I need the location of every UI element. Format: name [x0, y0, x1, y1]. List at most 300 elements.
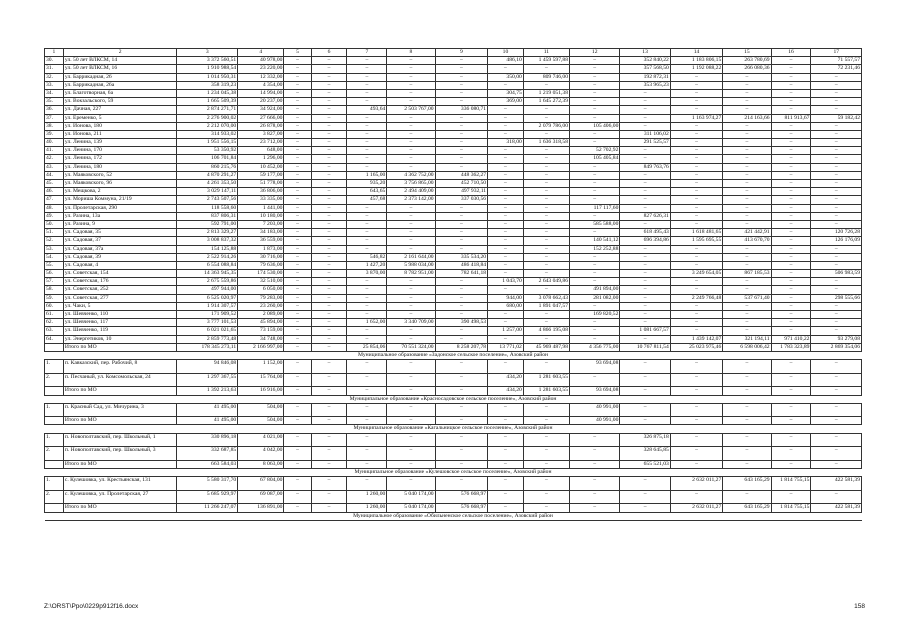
value-cell: – [771, 270, 811, 278]
table-row [45, 122, 862, 130]
address-cell: ул. Дачная, 227 [63, 106, 176, 114]
value-cell: – [620, 403, 670, 417]
value-cell: 73 159,00 [238, 327, 284, 335]
value-cell: – [347, 278, 387, 286]
value-cell: – [347, 147, 387, 155]
value-cell: – [387, 155, 435, 163]
value-cell: – [620, 278, 670, 286]
table-row [45, 335, 862, 343]
value-cell: – [570, 229, 620, 237]
value-cell: – [311, 220, 347, 228]
value-cell: 11 266 247,07 [177, 504, 238, 512]
row-number-cell: 42. [45, 155, 64, 163]
value-cell: – [811, 327, 862, 335]
value-cell: – [488, 237, 524, 245]
value-cell: 328 645,85 [620, 447, 670, 461]
value-cell: – [723, 261, 771, 269]
value-cell: 434,20 [488, 387, 524, 395]
table-row [45, 477, 862, 491]
value-cell: – [347, 327, 387, 335]
table-row [45, 302, 862, 310]
value-cell: 20 237,00 [238, 98, 284, 106]
address-cell: ул. Шевченко, 117 [63, 319, 176, 327]
table-row [45, 319, 862, 327]
value-cell: – [347, 73, 387, 81]
value-cell: 336 080,71 [435, 106, 488, 114]
value-cell: – [771, 106, 811, 114]
value-cell: – [570, 261, 620, 269]
address-cell: ул. Маяковского, 52 [63, 171, 176, 179]
value-cell: 26 878,00 [238, 122, 284, 130]
value-cell: – [811, 89, 862, 97]
value-cell: – [488, 270, 524, 278]
value-cell: – [435, 163, 488, 171]
value-cell: – [435, 417, 488, 425]
value-cell: – [387, 278, 435, 286]
table-row [45, 403, 862, 417]
value-cell: 25 023 975,46 [670, 343, 723, 351]
value-cell: 506 983,59 [811, 270, 862, 278]
row-number-cell: 2. [45, 373, 64, 387]
value-cell: – [771, 490, 811, 504]
value-cell: 263 780,69 [723, 57, 771, 65]
value-cell: 2 869 354,06 [811, 343, 862, 351]
row-number-cell: 55. [45, 261, 64, 269]
address-cell: Итого по МО [63, 504, 176, 512]
value-cell: – [311, 155, 347, 163]
value-cell: – [284, 155, 311, 163]
value-cell: – [771, 147, 811, 155]
value-cell: – [811, 81, 862, 89]
value-cell: – [670, 196, 723, 204]
value-cell: – [387, 373, 435, 387]
value-cell: – [771, 122, 811, 130]
row-number-cell: 39. [45, 130, 64, 138]
value-cell: – [435, 335, 488, 343]
value-cell: – [347, 373, 387, 387]
table-row [45, 65, 862, 73]
value-cell: – [570, 98, 620, 106]
row-number-cell: 63. [45, 327, 64, 335]
value-cell: 13 771,02 [488, 343, 524, 351]
value-cell: 358 319,23 [177, 81, 238, 89]
value-cell: – [435, 294, 488, 302]
value-cell: 422 581,39 [811, 477, 862, 491]
value-cell: – [284, 327, 311, 335]
table-row [45, 163, 862, 171]
table-row [45, 278, 862, 286]
value-cell: – [811, 204, 862, 212]
value-cell: – [284, 73, 311, 81]
value-cell: – [570, 188, 620, 196]
value-cell: – [771, 286, 811, 294]
value-cell: 7 203,00 [238, 220, 284, 228]
value-cell: 33 335,00 [238, 196, 284, 204]
value-cell: – [523, 360, 569, 374]
value-cell: – [523, 253, 569, 261]
value-cell: – [620, 245, 670, 253]
value-cell: 14 363 945,35 [177, 270, 238, 278]
value-cell: – [811, 155, 862, 163]
value-cell: 36 806,00 [238, 188, 284, 196]
value-cell: – [387, 89, 435, 97]
table-row [45, 327, 862, 335]
row-number-cell: 1. [45, 477, 64, 491]
value-cell: – [387, 98, 435, 106]
column-number: 2 [63, 49, 176, 57]
value-cell: – [523, 147, 569, 155]
value-cell: – [811, 278, 862, 286]
value-cell: – [670, 212, 723, 220]
value-cell: – [311, 460, 347, 468]
value-cell: – [284, 130, 311, 138]
value-cell: 314 933,02 [177, 130, 238, 138]
value-cell: – [284, 387, 311, 395]
value-cell: – [284, 204, 311, 212]
value-cell: – [311, 81, 347, 89]
value-cell: – [435, 245, 488, 253]
value-cell: 576 668,97 [435, 490, 488, 504]
value-cell: – [723, 73, 771, 81]
value-cell: – [387, 204, 435, 212]
value-cell: – [435, 237, 488, 245]
value-cell: 4 261 353,50 [177, 180, 238, 188]
value-cell: – [488, 212, 524, 220]
table-row [45, 270, 862, 278]
value-cell: 117 117,60 [570, 204, 620, 212]
row-number-cell: 30. [45, 57, 64, 65]
value-cell: – [387, 360, 435, 374]
table-row [45, 155, 862, 163]
value-cell: 311 106,02 [620, 130, 670, 138]
value-cell: – [284, 343, 311, 351]
address-cell: ул. Вокзальского, 59 [63, 98, 176, 106]
value-cell: 326 875,18 [620, 433, 670, 447]
value-cell: 169 820,52 [570, 311, 620, 319]
address-cell: ул. Чаки, 5 [63, 302, 176, 310]
value-cell: – [387, 73, 435, 81]
value-cell: – [771, 278, 811, 286]
row-number-cell: 50. [45, 220, 64, 228]
address-cell: ул. 50 лет ВЛКСМ, 14 [63, 57, 176, 65]
table-row [45, 490, 862, 504]
value-cell: – [670, 261, 723, 269]
value-cell: 585 588,00 [570, 220, 620, 228]
value-cell: – [523, 245, 569, 253]
value-cell: – [435, 220, 488, 228]
value-cell: – [387, 147, 435, 155]
value-cell: – [488, 155, 524, 163]
total-row [45, 417, 862, 425]
value-cell: – [670, 387, 723, 395]
value-cell: – [311, 106, 347, 114]
address-cell: ул. Шевченко, 119 [63, 327, 176, 335]
value-cell: – [620, 504, 670, 512]
row-number-cell: 56. [45, 270, 64, 278]
value-cell: – [347, 139, 387, 147]
value-cell: 696 394,86 [620, 237, 670, 245]
value-cell: 51 778,00 [238, 180, 284, 188]
value-cell: 546,82 [347, 253, 387, 261]
column-number: 10 [488, 49, 524, 57]
value-cell: 837 806,31 [177, 212, 238, 220]
value-cell: 1 152,00 [238, 360, 284, 374]
value-cell: – [523, 130, 569, 138]
value-cell: – [523, 433, 569, 447]
value-cell: 1 260,00 [347, 504, 387, 512]
value-cell: – [435, 204, 488, 212]
value-cell: 154 125,88 [177, 245, 238, 253]
value-cell: – [523, 319, 569, 327]
value-cell: – [435, 447, 488, 461]
value-cell: 497 932,11 [435, 188, 488, 196]
value-cell: – [811, 171, 862, 179]
value-cell: – [670, 360, 723, 374]
value-cell: – [387, 387, 435, 395]
row-number-cell: 62. [45, 319, 64, 327]
value-cell: – [387, 57, 435, 65]
value-cell: 2 522 914,26 [177, 253, 238, 261]
value-cell: – [570, 57, 620, 65]
value-cell: – [311, 245, 347, 253]
value-cell: – [523, 477, 569, 491]
value-cell: 67 804,00 [238, 477, 284, 491]
value-cell: – [488, 360, 524, 374]
value-cell: – [284, 57, 311, 65]
value-cell: 809 746,00 [523, 73, 569, 81]
value-cell: – [387, 220, 435, 228]
address-cell: п. Песчаный, ул. Комсомольская, 24 [63, 373, 176, 387]
value-cell: – [488, 147, 524, 155]
value-cell: 860 215,76 [177, 163, 238, 171]
value-cell: 72 231,46 [811, 65, 862, 73]
value-cell: 192 872,31 [620, 73, 670, 81]
value-cell: – [488, 196, 524, 204]
value-cell: – [811, 302, 862, 310]
value-cell: – [488, 490, 524, 504]
value-cell: – [488, 311, 524, 319]
table-row [45, 245, 862, 253]
value-cell: 421 442,91 [723, 229, 771, 237]
address-cell: п. Новополтавский, пер. Школьный, 1 [63, 433, 176, 447]
value-cell: – [347, 220, 387, 228]
value-cell: – [620, 311, 670, 319]
value-cell: – [570, 302, 620, 310]
address-cell: ул. Садовая, 37 [63, 237, 176, 245]
value-cell: – [387, 403, 435, 417]
value-cell: – [311, 302, 347, 310]
value-cell: – [284, 360, 311, 374]
value-cell: 3 777 101,53 [177, 319, 238, 327]
value-cell: 1 951 556,15 [177, 139, 238, 147]
value-cell: – [523, 270, 569, 278]
value-cell: – [284, 89, 311, 97]
value-cell: – [435, 460, 488, 468]
value-cell: – [284, 106, 311, 114]
section-heading-row [45, 425, 862, 433]
table-row [45, 447, 862, 461]
value-cell: 2 632 011,27 [670, 504, 723, 512]
row-number-cell [45, 387, 64, 395]
value-cell: 304,75 [488, 89, 524, 97]
value-cell: 1 296,00 [238, 155, 284, 163]
value-cell: – [771, 163, 811, 171]
value-cell: 1 665 509,39 [177, 98, 238, 106]
address-cell: ул. Садовая, 4 [63, 261, 176, 269]
value-cell: – [284, 278, 311, 286]
value-cell: 4 362 752,00 [387, 171, 435, 179]
address-cell: ул. Советская, 176 [63, 278, 176, 286]
value-cell: – [670, 490, 723, 504]
value-cell: – [811, 245, 862, 253]
value-cell: – [670, 204, 723, 212]
value-cell: 25 854,06 [347, 343, 387, 351]
value-cell: – [284, 114, 311, 122]
value-cell: 537 671,40 [723, 294, 771, 302]
value-cell: 2 161 644,00 [387, 253, 435, 261]
value-cell: – [620, 387, 670, 395]
value-cell: 1 783 323,89 [771, 343, 811, 351]
address-cell: с. Кулешовка, ул. Пролетарская, 27 [63, 490, 176, 504]
value-cell: – [771, 360, 811, 374]
value-cell: – [771, 212, 811, 220]
row-number-cell [45, 343, 64, 351]
value-cell: – [723, 387, 771, 395]
value-cell: – [523, 81, 569, 89]
row-number-cell: 58. [45, 286, 64, 294]
value-cell: – [387, 433, 435, 447]
row-number-cell: 60. [45, 302, 64, 310]
value-cell: 52 702,92 [570, 147, 620, 155]
row-number-cell: 47. [45, 196, 64, 204]
value-cell: – [620, 373, 670, 387]
value-cell: – [347, 403, 387, 417]
value-cell: 1 234 045,38 [177, 89, 238, 97]
value-cell: – [620, 122, 670, 130]
value-cell: – [670, 327, 723, 335]
value-cell: – [723, 327, 771, 335]
value-cell: 171 909,52 [177, 311, 238, 319]
value-cell: 34 924,00 [238, 106, 284, 114]
value-cell: 1 652,00 [347, 319, 387, 327]
value-cell: – [284, 286, 311, 294]
value-cell: – [488, 81, 524, 89]
value-cell: 335 534,20 [435, 253, 488, 261]
value-cell: – [284, 417, 311, 425]
value-cell: – [570, 89, 620, 97]
value-cell: – [670, 373, 723, 387]
value-cell: – [311, 261, 347, 269]
value-cell: – [570, 447, 620, 461]
value-cell: – [488, 286, 524, 294]
value-cell: – [311, 163, 347, 171]
row-number-cell: 46. [45, 188, 64, 196]
value-cell: – [723, 204, 771, 212]
table-row [45, 433, 862, 447]
value-cell: 3 756 865,00 [387, 180, 435, 188]
value-cell: – [347, 163, 387, 171]
value-cell: – [435, 130, 488, 138]
value-cell: – [284, 81, 311, 89]
value-cell: – [811, 212, 862, 220]
value-cell: – [570, 319, 620, 327]
address-cell: ул. Советская, 277 [63, 294, 176, 302]
value-cell: – [488, 447, 524, 461]
value-cell: 935,20 [347, 180, 387, 188]
value-cell: 1 257,00 [488, 327, 524, 335]
value-cell: – [488, 245, 524, 253]
value-cell: 59 182,42 [811, 114, 862, 122]
value-cell: 5 685 929,97 [177, 490, 238, 504]
value-cell: 369,00 [488, 98, 524, 106]
value-cell: – [488, 261, 524, 269]
value-cell: – [811, 147, 862, 155]
value-cell: – [347, 245, 387, 253]
value-cell: – [771, 57, 811, 65]
value-cell: 6 598 006,42 [723, 343, 771, 351]
value-cell: – [670, 253, 723, 261]
address-cell: ул. Баррикадная, 26а [63, 81, 176, 89]
value-cell: – [284, 180, 311, 188]
value-cell: – [311, 387, 347, 395]
value-cell: 827 626,31 [620, 212, 670, 220]
value-cell: – [670, 447, 723, 461]
value-cell: – [723, 460, 771, 468]
value-cell: – [771, 171, 811, 179]
value-cell: – [570, 477, 620, 491]
row-number-cell: 52. [45, 237, 64, 245]
value-cell: – [620, 261, 670, 269]
value-cell: – [311, 212, 347, 220]
value-cell: – [387, 327, 435, 335]
value-cell: – [771, 387, 811, 395]
value-cell: 15 764,00 [238, 373, 284, 387]
value-cell: – [570, 490, 620, 504]
value-cell: 1 814 755,15 [771, 504, 811, 512]
value-cell: – [347, 98, 387, 106]
value-cell: – [723, 147, 771, 155]
value-cell: – [620, 196, 670, 204]
value-cell: – [488, 130, 524, 138]
row-number-cell: 49. [45, 212, 64, 220]
value-cell: 27 666,00 [238, 114, 284, 122]
value-cell: 36 559,00 [238, 237, 284, 245]
table-row [45, 171, 862, 179]
value-cell: 4 042,00 [238, 447, 284, 461]
value-cell: – [620, 270, 670, 278]
row-number-cell: 34. [45, 89, 64, 97]
value-cell: – [435, 433, 488, 447]
table-row [45, 147, 862, 155]
value-cell: 2 373 142,00 [387, 196, 435, 204]
value-cell: – [284, 237, 311, 245]
table-row [45, 114, 862, 122]
value-cell: – [771, 81, 811, 89]
value-cell: – [347, 294, 387, 302]
value-cell: – [311, 311, 347, 319]
value-cell: – [811, 98, 862, 106]
value-cell: 2 212 070,00 [177, 122, 238, 130]
value-cell: 643 165,29 [723, 504, 771, 512]
value-cell: – [387, 130, 435, 138]
value-cell: – [570, 270, 620, 278]
value-cell: – [284, 373, 311, 387]
address-cell: ул. Ионова, 211 [63, 130, 176, 138]
value-cell: – [488, 114, 524, 122]
value-cell: – [311, 147, 347, 155]
value-cell: – [620, 302, 670, 310]
value-cell: – [570, 130, 620, 138]
